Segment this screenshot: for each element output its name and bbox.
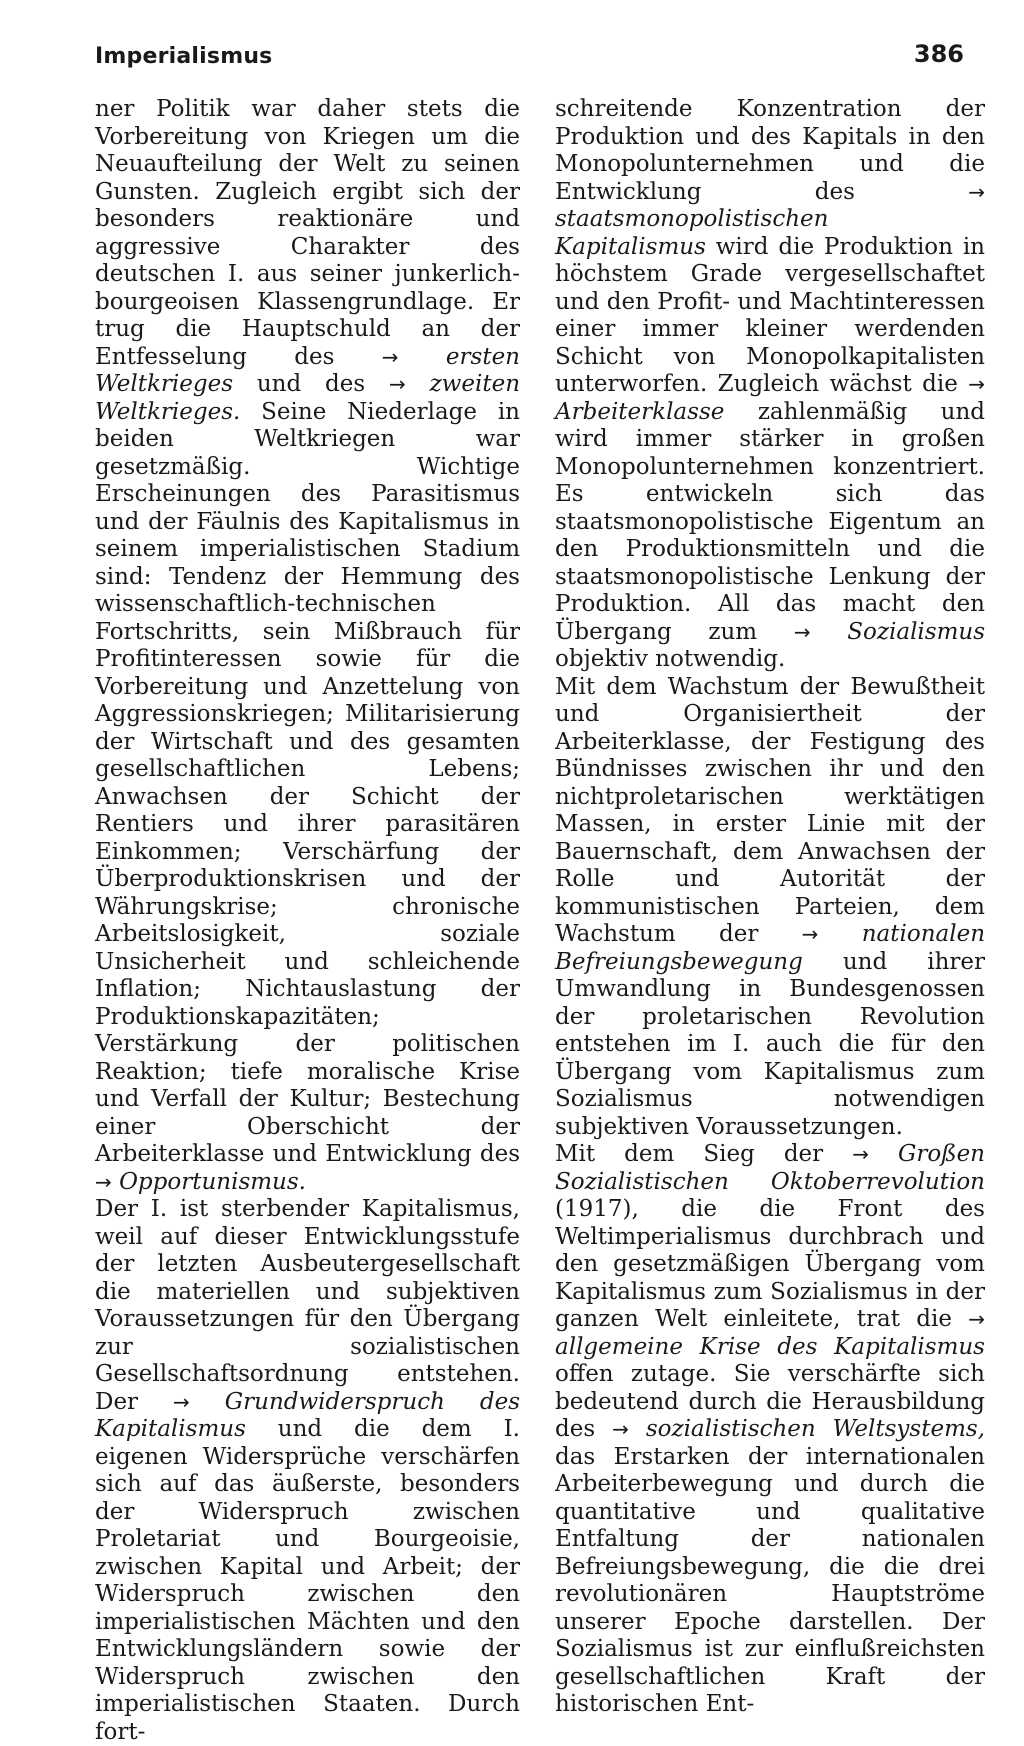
text-segment: schreitende Konzentration der Produktion und des Kapitals in den Monopolunternehmen und die Entwicklung des [555, 96, 985, 205]
cross-reference-arrow-icon: → [801, 922, 819, 946]
cross-reference-arrow-icon: → [793, 619, 811, 644]
text-segment: objektiv notwendig. [555, 646, 786, 672]
cross-reference-link[interactable]: Großen Sozialistischen Oktoberrevolution [555, 1141, 985, 1195]
cross-reference-link[interactable]: Opportunismus. [119, 1168, 306, 1195]
right-paragraph-1 [555, 96, 985, 674]
text-segment: (1917), die die Front des Weltimperialismus durchbrach und den gesetzmäßigen Übergang vom Kapitalismus zum Sozialismus in der ganzen Welt einleitete, trat die [555, 1196, 985, 1332]
cross-reference-arrow-icon: → [852, 1142, 869, 1166]
right-column [555, 96, 985, 1719]
text-segment: und die dem I. eigenen Widersprüche verschärfen sich auf das äußerste, besonders der Widerspruch zwischen Proletariat und Bourgeoisie, zwischen Kapital und Arbeit; der Widerspruch zwischen den imperialistischen Mächten und den Entwicklungsländern sowie der Widerspruch zwischen den imperialistischen Staaten. Durch fort- [95, 1416, 520, 1745]
cross-reference-link[interactable]: Grundwiderspruch des Kapitalismus [95, 1388, 521, 1442]
cross-reference-arrow-icon: → [612, 1417, 629, 1441]
text-segment: wird die Produktion in höchstem Grade vergesellschaftet und den Profit- und Machtinteressen einer immer kleiner werdenden Schicht von Monopolkapitalisten unterworfen. Zugleich wächst die [555, 233, 985, 397]
running-head-title: Imperialismus [95, 44, 273, 69]
text-segment: das Erstarken der internationalen Arbeiterbewegung und durch die quantitative und qualitative Entfaltung der nationalen Befreiungsbewegung, die die drei revolutionären Hauptströme unserer Epoche darstellen. Der Sozialismus ist zur einflußreichsten gesellschaftlichen Kraft der historischen Ent- [555, 1443, 985, 1717]
text-segment: zahlenmäßig und wird immer stärker in großen Monopolunternehmen konzentriert. Es entwickeln sich das staatsmonopolistische Eigentum an den Produktionsmitteln und die staatsmonopolistische Lenkung der Produktion. All das macht den Übergang zum [555, 398, 985, 645]
left-paragraph-1 [95, 96, 520, 1196]
text-segment: und ihrer Umwandlung in Bundesgenossen der proletarischen Revolution entstehen im I. auch die für den Übergang vom Kapitalismus zum Sozialismus notwendigen subjektiven Voraussetzungen. [555, 948, 985, 1140]
cross-reference-link[interactable]: sozialistischen Weltsystems, [645, 1416, 985, 1442]
cross-reference-link[interactable]: ersten Weltkrieges [95, 343, 520, 397]
cross-reference-arrow-icon: → [968, 1307, 985, 1331]
cross-reference-arrow-icon: → [388, 372, 406, 396]
right-paragraph-3 [555, 1141, 985, 1719]
page-number: 386 [913, 40, 964, 68]
text-segment: Der I. ist sterbender Kapitalismus, weil auf dieser Entwicklungsstufe der letzten Ausbeutergesellschaft die materiellen und subjektiven Voraussetzungen für den Übergang zur sozialistischen Gesellschaftsordnung entstehen. Der [95, 1196, 520, 1415]
text-segment: Mit dem Sieg der [555, 1141, 853, 1167]
cross-reference-link[interactable]: staatsmonopolistischen Kapitalismus [555, 206, 829, 260]
text-segment: Mit dem Wachstum der Bewußtheit und Organisiertheit der Arbeiterklasse, der Festigung des Bündnisses zwischen ihr und den nichtproletarischen werktätigen Massen, in erster Linie mit der Bauernschaft, dem Anwachsen der Rolle und Autorität der kommunistischen Parteien, dem Wachstum der [555, 673, 985, 947]
cross-reference-link[interactable]: Sozialismus [847, 618, 986, 645]
left-paragraph-2 [95, 1196, 520, 1746]
text-segment: ner Politik war daher stets die Vorbereitung von Kriegen um die Neuaufteilung der Welt zu seinen Gunsten. Zugleich ergibt sich der besonders reaktionäre und aggressive Charakter des deutschen I. aus seiner junkerlich-bourgeoisen Klassengrundlage. Er trug die Hauptschuld an der Entfesselung des [95, 96, 520, 370]
cross-reference-arrow-icon: → [968, 179, 985, 204]
cross-reference-link[interactable]: zweiten Weltkrieges. [95, 371, 521, 425]
cross-reference-arrow-icon: → [173, 1389, 190, 1414]
cross-reference-arrow-icon: → [968, 372, 985, 396]
cross-reference-link[interactable]: allgemeine Krise des Kapitalismus [555, 1333, 985, 1360]
text-segment: offen zutage. Sie verschärfte sich bedeutend durch die Herausbildung des [555, 1361, 985, 1442]
text-segment: Seine Niederlage in beiden Weltkriegen war gesetzmäßig. Wichtige Erscheinungen des Parasitismus und der Fäulnis des Kapitalismus in seinem imperialistischen Stadium sind: Tendenz der Hemmung des wissenschaftlich-technischen Fortschritts, sein Mißbrauch für Profitinteressen sowie für die Vorbereitung und Anzettelung von Aggressionskriegen; Militarisierung der Wirtschaft und des gesamten gesellschaftlichen Lebens; Anwachsen der Schicht der Rentiers und ihrer parasitären Einkommen; Verschärfung der Überproduktionskrisen und der Währungskrise; chronische Arbeitslosigkeit, soziale Unsicherheit und schleichende Inflation; Nichtauslastung der Produktionskapazitäten; Verstärkung der politischen Reaktion; tiefe moralische Krise und Verfall der Kultur; Bestechung einer Oberschicht der Arbeiterklasse und Entwicklung des [95, 398, 520, 1167]
right-paragraph-2 [555, 674, 985, 1142]
text-segment: und des [233, 371, 389, 397]
cross-reference-link[interactable]: nationalen Befreiungsbewegung [555, 921, 986, 975]
cross-reference-arrow-icon: → [381, 344, 399, 369]
cross-reference-arrow-icon: → [95, 1169, 112, 1194]
left-column [95, 96, 520, 1746]
cross-reference-link[interactable]: Arbeiterklasse [555, 398, 725, 425]
